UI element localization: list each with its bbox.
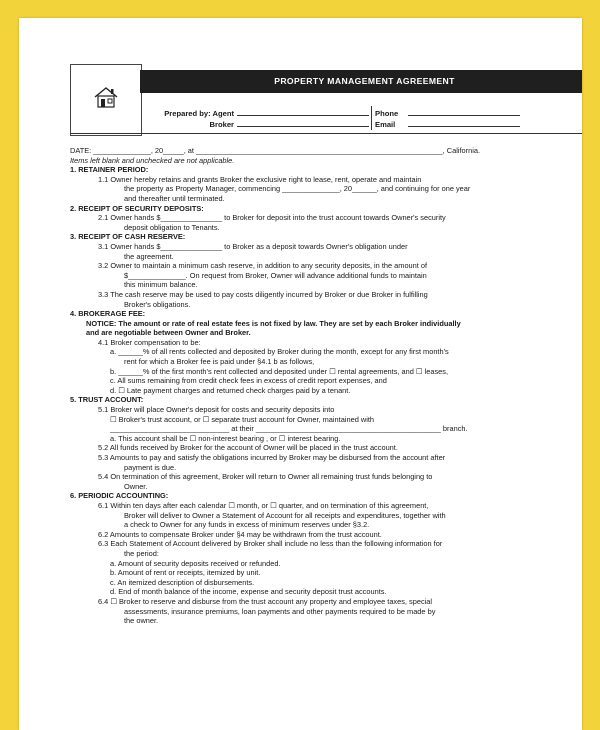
agreement-line: rent for which a Broker fee is paid under §4.1 b as follows, [124,357,315,367]
agreement-line: Broker's obligations. [124,299,191,309]
agreement-line: a. Amount of security deposits received or refunded. [110,558,281,568]
agreement-line: a. ______% of all rents collected and deposited by Broker during the month, except for any first month's [110,347,449,357]
agreement-line: a check to Owner for any funds in excess of minimum reserves under §3.2. [124,520,370,530]
agreement-line: 6.3 Each Statement of Account delivered by Broker shall include no less than the following information for [98,539,443,549]
agreement-line: b. Amount of rent or receipts, itemized by unit. [110,568,261,578]
agreement-line: 3.2 Owner to maintain a minimum cash reserve, in addition to any security deposits, in the amount of [98,261,428,271]
agreement-line: 3.3 The cash reserve may be used to pay costs diligently incurred by Broker or due Broker in fulfilling [98,289,428,299]
agreement-line: Items left blank and unchecked are not applicable. [70,155,235,165]
agreement-line: c. All sums remaining from credit check fees in excess of credit report expenses, and [110,376,387,386]
agreement-line: c. An itemized description of disbursements. [110,577,255,587]
agreement-body [70,146,525,626]
agent-field[interactable] [237,108,369,116]
section-heading: 3. RECEIPT OF CASH RESERVE: [70,232,186,242]
agreement-line: and thereafter until terminated. [124,193,225,203]
broker-field[interactable] [237,119,369,127]
agreement-line: 4.1 Broker compensation to be: [98,337,201,347]
agreement-line: 5.2 All funds received by Broker for the account of Owner will be placed in the trust account. [98,443,398,453]
agreement-line: 5.3 Amounts to pay and satisfy the obligations incurred by Broker may be disbursed from the account after [98,453,446,462]
header-rule [70,133,582,134]
agreement-line: d. ☐ Late payment charges and returned check charges paid by a tenant. [110,385,351,395]
agreement-line: _____________________________ at their _____________________________________________ branch. [110,424,468,434]
house-icon [93,85,119,109]
agreement-line: payment is due. [124,462,177,472]
agreement-line: Owner. [124,481,148,491]
agreement-line: 1.1 Owner hereby retains and grants Broker the exclusive right to lease, rent, operate and maintain [98,174,422,184]
email-field[interactable] [408,119,520,127]
header-divider [371,106,372,130]
document-content [70,64,525,626]
agreement-line: the property as Property Manager, commencing ______________, 20______, and continuing for one year [124,184,471,194]
section-heading: 2. RECEIPT OF SECURITY DEPOSITS: [70,203,204,213]
broker-label: Broker [209,120,234,129]
contact-block [375,108,520,130]
agreement-line: deposit obligation to Tenants. [124,222,220,232]
agreement-line: the owner. [124,616,159,626]
document-header [70,64,525,146]
agent-label: Prepared by: Agent [164,109,234,118]
document-page [19,18,582,730]
agreement-line: 3.1 Owner hands $_______________ to Broker as a deposit towards Owner's obligation under [98,241,408,251]
agreement-line: $______________. On request from Broker, Owner will advance additional funds to maintain [124,270,427,280]
agreement-line: 2.1 Owner hands $_______________ to Broker for deposit into the trust account towards Owner's security [98,213,446,223]
agreement-line: d. End of month balance of the income, expense and security deposit trust accounts. [110,587,387,597]
agreement-line: assessments, insurance premiums, loan payments and other payments required to be made by [124,606,436,616]
agreement-line: this minimum balance. [124,280,198,290]
agreement-line: and are negotiable between Owner and Broker. [86,328,251,338]
agreement-line: 6.4 ☐ Broker to reserve and disburse from the trust account any property and employee taxes, special [98,596,433,606]
agreement-line: 5.1 Broker will place Owner's deposit for costs and security deposits into [98,405,335,415]
agreement-line: b. ______% of the first month's rent collected and deposited under ☐ rental agreements, and ☐ leases, [110,366,448,376]
agreement-line: ☐ Broker's trust account, or ☐ separate trust account for Owner, maintained with [110,414,375,424]
agreement-line: a. This account shall be ☐ non-interest bearing , or ☐ interest bearing. [110,433,341,443]
agreement-line: DATE: ______________, 20_____, at ____________________________________________________________, California. [70,146,481,155]
section-heading: 4. BROKERAGE FEE: [70,309,146,319]
section-heading: 5. TRUST ACCOUNT: [70,395,144,405]
section-heading: 6. PERIODIC ACCOUNTING: [70,491,169,501]
document-title: PROPERTY MANAGEMENT AGREEMENT [140,70,582,93]
agreement-line: the period: [124,548,159,558]
agreement-line: 5.4 On termination of this agreement, Broker will return to Owner all remaining trust funds belonging to [98,472,433,482]
section-heading: 1. RETAINER PERIOD: [70,165,149,175]
logo-box [70,64,142,136]
phone-field[interactable] [408,108,520,116]
prepared-by-block [150,108,369,130]
email-label: Email [375,120,396,129]
agreement-line: 6.1 Within ten days after each calendar ☐ month, or ☐ quarter, and on termination of this agreement, [98,500,429,510]
agreement-line: NOTICE: The amount or rate of real estate fees is not fixed by law. They are set by each Broker individually [86,318,461,328]
agreement-line: Broker will deliver to Owner a Statement of Account for all receipts and expenditures, together with [124,510,446,520]
phone-label: Phone [375,109,399,118]
agreement-line: the agreement. [124,251,174,261]
agreement-line: 6.2 Amounts to compensate Broker under §4 may be withdrawn from the trust account. [98,529,382,539]
